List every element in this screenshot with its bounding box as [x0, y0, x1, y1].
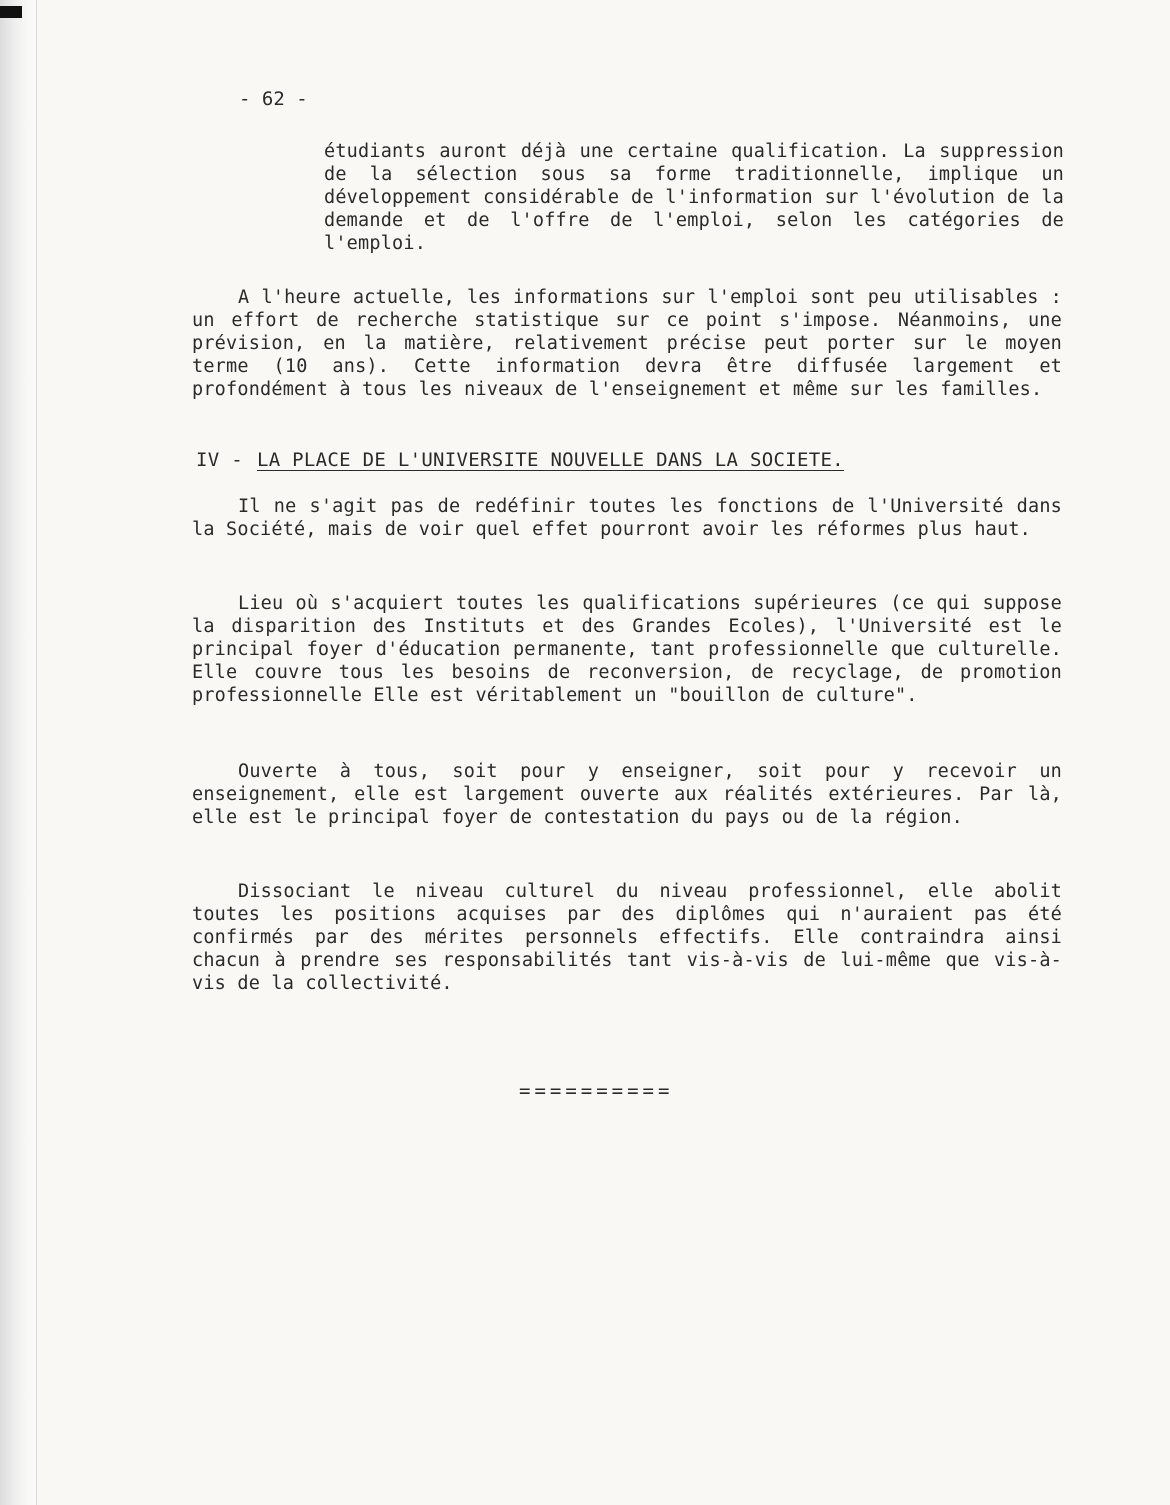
corner-mark [0, 6, 22, 18]
paragraph-open-to-all: Ouverte à tous, soit pour y enseigner, soit pour y recevoir un enseignement, elle est largement ouverte aux réalités extérieures. Par là, elle est le principal foyer de contestation du pays ou de la région. [192, 761, 1062, 828]
document-page [36, 0, 1170, 1505]
paragraph-university-functions: Il ne s'agit pas de redéfinir toutes les fonctions de l'Université dans la Société, mais de voir quel effet pourront avoir les réformes plus haut. [192, 496, 1062, 540]
section-title: LA PLACE DE L'UNIVERSITE NOUVELLE DANS LA SOCIETE. [256, 449, 844, 471]
paragraph-qualifications: Lieu où s'acquiert toutes les qualifications supérieures (ce qui suppose la disparition des Instituts et des Grandes Ecoles), l'Université est le principal foyer d'éducation permanente, tant professionnelle que culturelle. Elle couvre tous les besoins de reconversion, de recyclage, de promotion professionnelle Elle est véritablement un "bouillon de culture". [192, 593, 1062, 706]
paragraph-dissociation: Dissociant le niveau culturel du niveau professionnel, elle abolit toutes les positions acquises par des diplômes qui n'auraient pas été confirmés par des mérites personnels effectifs. Elle contraindra ainsi chacun à prendre ses responsabilités tant vis-à-vis de lui-même que vis-à-vis de la collectivité. [192, 881, 1062, 994]
section-number: IV - [196, 449, 243, 471]
section-separator: ========== [519, 1080, 674, 1102]
section-heading [196, 449, 844, 471]
paragraph-employment-information: A l'heure actuelle, les informations sur l'emploi sont peu utilisables : un effort de recherche statistique sur ce point s'impose. Néanmoins, une prévision, en la matière, relativement précise peut porter sur le moyen terme (10 ans). Cette information devra être diffusée largement et profondément à tous les niveaux de l'enseignement et même sur les familles. [192, 287, 1062, 400]
binding-edge [0, 0, 36, 1505]
page-number: - 62 - [239, 88, 308, 110]
paragraph-continuation: étudiants auront déjà une certaine qualification. La suppression de la sélection sous sa forme traditionnelle, implique un développement considérable de l'information sur l'évolution de la demande et de l'offre de l'emploi, selon les catégories de l'emploi. [324, 141, 1064, 254]
